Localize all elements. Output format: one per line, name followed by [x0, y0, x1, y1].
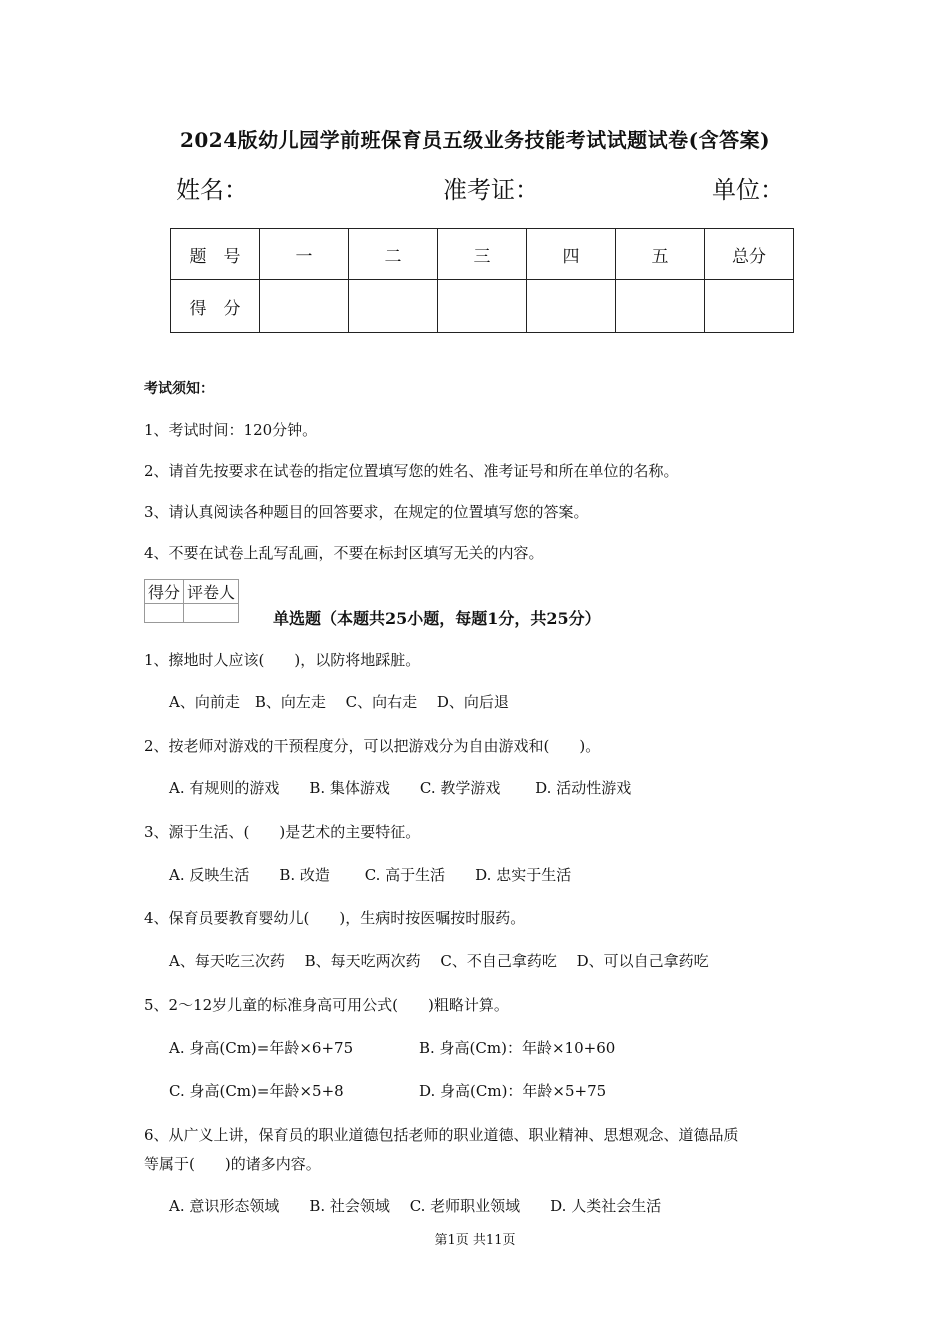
question-option-b: B. 身高(Cm)：年龄×10+60	[419, 1039, 616, 1057]
notice-item: 1、考试时间：120分钟。	[144, 421, 318, 439]
score-cell	[616, 280, 705, 333]
question-option-d: D. 身高(Cm)：年龄×5+75	[419, 1082, 607, 1100]
grader-box	[144, 579, 239, 623]
notice-heading: 考试须知：	[144, 381, 214, 397]
score-table-header-cell: 一	[260, 229, 349, 280]
question-option-c: C. 身高(Cm)=年龄×5+8	[169, 1082, 344, 1100]
score-row-label: 得 分	[171, 280, 260, 333]
question-stem: 3、源于生活、( )是艺术的主要特征。	[144, 823, 421, 841]
question-options: A. 意识形态领域 B. 社会领域 C. 老师职业领域 D. 人类社会生活	[169, 1197, 662, 1215]
question-options: A. 有规则的游戏 B. 集体游戏 C. 教学游戏 D. 活动性游戏	[169, 779, 632, 797]
score-table-header-cell: 总分	[705, 229, 794, 280]
score-table-score-row	[171, 280, 794, 333]
score-table-header-row	[171, 229, 794, 280]
score-table	[170, 228, 794, 333]
notice-item: 4、不要在试卷上乱写乱画，不要在标封区填写无关的内容。	[144, 544, 544, 562]
score-table-header-cell: 三	[438, 229, 527, 280]
unit-field-label: 单位：	[712, 176, 784, 204]
notice-item: 3、请认真阅读各种题目的回答要求，在规定的位置填写您的答案。	[144, 503, 589, 521]
question-stem: 6、从广义上讲，保育员的职业道德包括老师的职业道德、职业精神、思想观念、道德品质	[144, 1126, 739, 1144]
question-stem-continuation: 等属于( )的诸多内容。	[144, 1155, 321, 1173]
question-stem: 2、按老师对游戏的干预程度分，可以把游戏分为自由游戏和( )。	[144, 737, 601, 755]
question-stem: 4、保育员要教育婴幼儿( )，生病时按医嘱按时服药。	[144, 909, 526, 927]
score-cell	[260, 280, 349, 333]
score-table-header-cell: 四	[527, 229, 616, 280]
section-title: 单选题（本题共25小题，每题1分，共25分）	[273, 609, 601, 628]
question-option-a: A. 身高(Cm)=年龄×6+75	[169, 1039, 354, 1057]
grader-box-cell	[145, 604, 184, 623]
name-field-label: 姓名：	[176, 176, 248, 204]
score-table-header-cell: 五	[616, 229, 705, 280]
question-stem: 5、2～12岁儿童的标准身高可用公式( )粗略计算。	[144, 996, 509, 1014]
score-cell	[349, 280, 438, 333]
question-options: A、向前走 B、向左走 C、向右走 D、向后退	[169, 693, 509, 711]
exam-number-field-label: 准考证：	[443, 176, 539, 204]
score-table-header-cell: 二	[349, 229, 438, 280]
grader-box-cell	[184, 604, 239, 623]
grader-box-grader-label: 评卷人	[184, 580, 239, 604]
score-cell	[705, 280, 794, 333]
notice-item: 2、请首先按要求在试卷的指定位置填写您的姓名、准考证号和所在单位的名称。	[144, 462, 679, 480]
question-options: A、每天吃三次药 B、每天吃两次药 C、不自己拿药吃 D、可以自己拿药吃	[169, 952, 709, 970]
page-footer: 第1页 共11页	[434, 1233, 516, 1248]
question-stem: 1、擦地时人应该( )，以防将地踩脏。	[144, 651, 421, 669]
question-options: A. 反映生活 B. 改造 C. 高于生活 D. 忠实于生活	[169, 866, 572, 884]
exam-title: 2024版幼儿园学前班保育员五级业务技能考试试题试卷(含答案)	[179, 128, 771, 152]
score-table-header-cell: 题 号	[171, 229, 260, 280]
score-cell	[438, 280, 527, 333]
grader-box-score-label: 得分	[145, 580, 184, 604]
score-cell	[527, 280, 616, 333]
